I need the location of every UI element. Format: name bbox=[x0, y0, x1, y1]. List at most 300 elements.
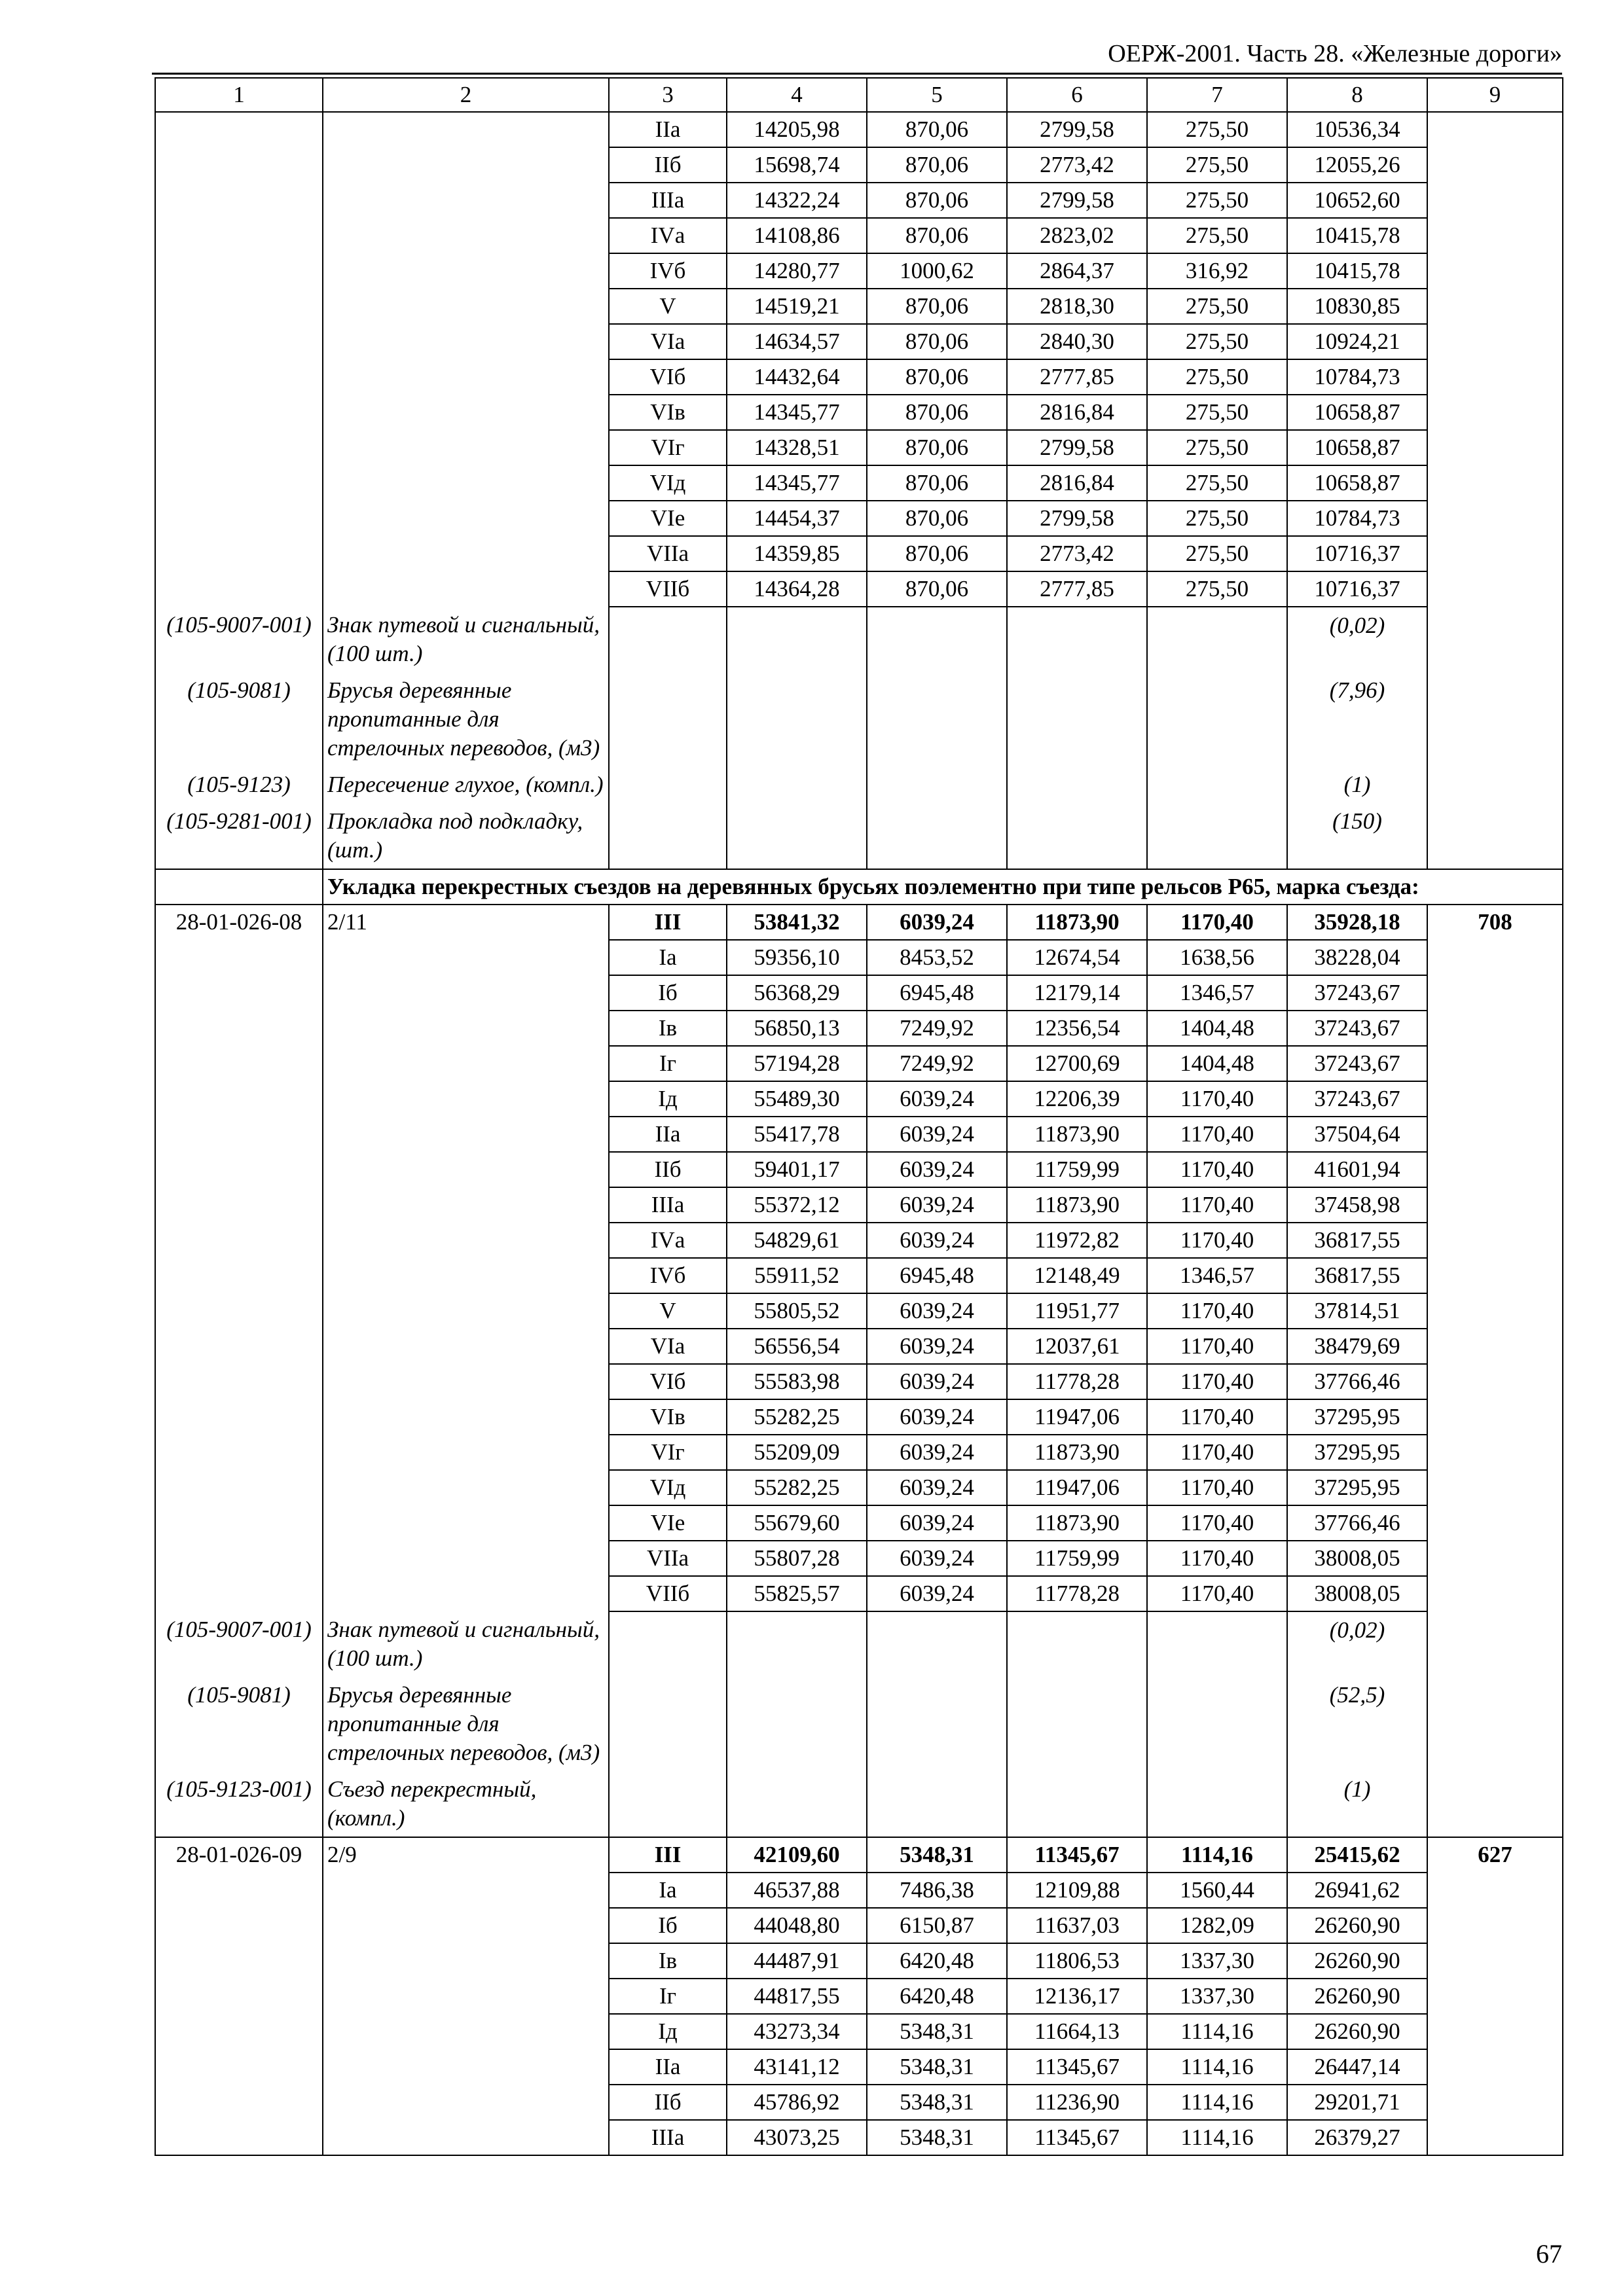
resource-name: Прокладка под подкладку, (шт.) bbox=[323, 803, 609, 869]
wages-cell: 6039,24 bbox=[867, 1399, 1007, 1435]
empty-cell bbox=[867, 672, 1007, 766]
machines-cell: 11345,67 bbox=[1007, 1837, 1147, 1873]
wages-cell: 5348,31 bbox=[867, 2085, 1007, 2120]
machines-cell: 11947,06 bbox=[1007, 1470, 1147, 1505]
machines-cell: 12136,17 bbox=[1007, 1979, 1147, 2014]
name-cell bbox=[323, 324, 609, 359]
variant-cell: IVа bbox=[609, 1223, 727, 1258]
empty-cell bbox=[1147, 766, 1287, 803]
empty-cell bbox=[1007, 1677, 1147, 1771]
materials-cell: 26260,90 bbox=[1287, 2014, 1427, 2049]
total-cost-cell: 14345,77 bbox=[727, 465, 867, 501]
labor-cell bbox=[1427, 359, 1563, 395]
labor-cell bbox=[1427, 1979, 1563, 2014]
table-row bbox=[155, 2014, 1563, 2049]
variant-cell: VIа bbox=[609, 324, 727, 359]
total-cost-cell: 14322,24 bbox=[727, 183, 867, 218]
variant-cell: Iб bbox=[609, 975, 727, 1011]
machines-cell: 2777,85 bbox=[1007, 571, 1147, 607]
materials-cell: 38228,04 bbox=[1287, 940, 1427, 975]
machines-cell: 2816,84 bbox=[1007, 395, 1147, 430]
labor-cell bbox=[1427, 1505, 1563, 1541]
name-cell bbox=[323, 2085, 609, 2120]
table-row bbox=[155, 183, 1563, 218]
machinist-wages-cell: 275,50 bbox=[1147, 112, 1287, 147]
machinist-wages-cell: 1170,40 bbox=[1147, 905, 1287, 940]
machines-cell: 2799,58 bbox=[1007, 112, 1147, 147]
materials-cell: 10415,78 bbox=[1287, 253, 1427, 289]
name-cell bbox=[323, 1873, 609, 1908]
table-row bbox=[155, 359, 1563, 395]
name-cell bbox=[323, 183, 609, 218]
wages-cell: 6420,48 bbox=[867, 1979, 1007, 2014]
wages-cell: 6039,24 bbox=[867, 905, 1007, 940]
column-number-row bbox=[155, 78, 1563, 112]
materials-cell: 10784,73 bbox=[1287, 501, 1427, 536]
machinist-wages-cell: 1114,16 bbox=[1147, 2014, 1287, 2049]
machinist-wages-cell: 1114,16 bbox=[1147, 2120, 1287, 2155]
machinist-wages-cell: 275,50 bbox=[1147, 430, 1287, 465]
variant-cell: Iб bbox=[609, 1908, 727, 1943]
empty-cell bbox=[609, 1677, 727, 1771]
name-cell bbox=[323, 1576, 609, 1611]
materials-cell: 37295,95 bbox=[1287, 1470, 1427, 1505]
total-cost-cell: 55209,09 bbox=[727, 1435, 867, 1470]
code-cell bbox=[155, 1187, 323, 1223]
resource-code: (105-9123-001) bbox=[155, 1771, 323, 1837]
wages-cell: 6039,24 bbox=[867, 1117, 1007, 1152]
labor-cell bbox=[1427, 183, 1563, 218]
wages-cell: 870,06 bbox=[867, 571, 1007, 607]
total-cost-cell: 15698,74 bbox=[727, 147, 867, 183]
total-cost-cell: 43073,25 bbox=[727, 2120, 867, 2155]
materials-cell: 37814,51 bbox=[1287, 1293, 1427, 1329]
machinist-wages-cell: 275,50 bbox=[1147, 571, 1287, 607]
machinist-wages-cell: 275,50 bbox=[1147, 395, 1287, 430]
code-cell bbox=[155, 465, 323, 501]
wages-cell: 870,06 bbox=[867, 430, 1007, 465]
machinist-wages-cell: 275,50 bbox=[1147, 359, 1287, 395]
labor-cell bbox=[1427, 465, 1563, 501]
machines-cell: 2773,42 bbox=[1007, 536, 1147, 571]
variant-cell: VIе bbox=[609, 501, 727, 536]
machinist-wages-cell: 1560,44 bbox=[1147, 1873, 1287, 1908]
machines-cell: 11806,53 bbox=[1007, 1943, 1147, 1979]
name-cell bbox=[323, 1223, 609, 1258]
section-row bbox=[155, 869, 1563, 905]
empty-cell bbox=[1427, 1677, 1563, 1771]
variant-cell: Iд bbox=[609, 1081, 727, 1117]
variant-cell: IVб bbox=[609, 253, 727, 289]
materials-cell: 10784,73 bbox=[1287, 359, 1427, 395]
machinist-wages-cell: 275,50 bbox=[1147, 324, 1287, 359]
table-row bbox=[155, 1046, 1563, 1081]
materials-cell: 10652,60 bbox=[1287, 183, 1427, 218]
table-row bbox=[155, 940, 1563, 975]
machines-cell: 11637,03 bbox=[1007, 1908, 1147, 1943]
wages-cell: 6039,24 bbox=[867, 1329, 1007, 1364]
materials-cell: 37458,98 bbox=[1287, 1187, 1427, 1223]
machinist-wages-cell: 1114,16 bbox=[1147, 1837, 1287, 1873]
wages-cell: 5348,31 bbox=[867, 2049, 1007, 2085]
wages-cell: 870,06 bbox=[867, 536, 1007, 571]
machinist-wages-cell: 1170,40 bbox=[1147, 1117, 1287, 1152]
machinist-wages-cell: 1337,30 bbox=[1147, 1979, 1287, 2014]
resource-note-row bbox=[155, 1771, 1563, 1837]
name-cell bbox=[323, 1293, 609, 1329]
labor-cell bbox=[1427, 1470, 1563, 1505]
total-cost-cell: 59356,10 bbox=[727, 940, 867, 975]
machinist-wages-cell: 275,50 bbox=[1147, 465, 1287, 501]
wages-cell: 6420,48 bbox=[867, 1943, 1007, 1979]
name-cell bbox=[323, 1329, 609, 1364]
name-cell bbox=[323, 147, 609, 183]
variant-cell: VIг bbox=[609, 430, 727, 465]
machines-cell: 11873,90 bbox=[1007, 905, 1147, 940]
table-row bbox=[155, 2049, 1563, 2085]
code-cell bbox=[155, 1541, 323, 1576]
variant-cell: IIа bbox=[609, 1117, 727, 1152]
total-cost-cell: 56850,13 bbox=[727, 1011, 867, 1046]
name-cell: 2/11 bbox=[323, 905, 609, 940]
variant-cell: IIб bbox=[609, 1152, 727, 1187]
table-row bbox=[155, 1873, 1563, 1908]
materials-cell: 26260,90 bbox=[1287, 1943, 1427, 1979]
resource-code: (105-9081) bbox=[155, 672, 323, 766]
labor-cell bbox=[1427, 1908, 1563, 1943]
variant-cell: Iа bbox=[609, 1873, 727, 1908]
empty-cell bbox=[1427, 607, 1563, 672]
empty-cell bbox=[867, 803, 1007, 869]
machinist-wages-cell: 1170,40 bbox=[1147, 1576, 1287, 1611]
resource-code: (105-9281-001) bbox=[155, 803, 323, 869]
name-cell bbox=[323, 1046, 609, 1081]
labor-cell: 627 bbox=[1427, 1837, 1563, 1873]
variant-cell: VIв bbox=[609, 1399, 727, 1435]
code-cell bbox=[155, 2014, 323, 2049]
machinist-wages-cell: 275,50 bbox=[1147, 218, 1287, 253]
machinist-wages-cell: 1170,40 bbox=[1147, 1364, 1287, 1399]
variant-cell: IIб bbox=[609, 2085, 727, 2120]
empty-cell bbox=[1147, 1771, 1287, 1837]
table-row bbox=[155, 1470, 1563, 1505]
resource-name: Знак путевой и сигнальный, (100 шт.) bbox=[323, 1611, 609, 1677]
labor-cell bbox=[1427, 975, 1563, 1011]
variant-cell: VIIб bbox=[609, 1576, 727, 1611]
empty-cell bbox=[1007, 803, 1147, 869]
resource-name: Съезд перекрестный, (компл.) bbox=[323, 1771, 609, 1837]
total-cost-cell: 14454,37 bbox=[727, 501, 867, 536]
machines-cell: 12356,54 bbox=[1007, 1011, 1147, 1046]
total-cost-cell: 14359,85 bbox=[727, 536, 867, 571]
name-cell bbox=[323, 1979, 609, 2014]
wages-cell: 6150,87 bbox=[867, 1908, 1007, 1943]
empty-cell bbox=[1427, 1771, 1563, 1837]
total-cost-cell: 44487,91 bbox=[727, 1943, 867, 1979]
wages-cell: 6039,24 bbox=[867, 1364, 1007, 1399]
name-cell bbox=[323, 1435, 609, 1470]
machinist-wages-cell: 275,50 bbox=[1147, 536, 1287, 571]
code-cell bbox=[155, 1470, 323, 1505]
machinist-wages-cell: 1114,16 bbox=[1147, 2085, 1287, 2120]
code-cell bbox=[155, 501, 323, 536]
variant-cell: Iг bbox=[609, 1046, 727, 1081]
column-number: 1 bbox=[155, 78, 323, 112]
table-row bbox=[155, 112, 1563, 147]
total-cost-cell: 14519,21 bbox=[727, 289, 867, 324]
column-number: 9 bbox=[1427, 78, 1563, 112]
machines-cell: 11759,99 bbox=[1007, 1541, 1147, 1576]
machines-cell: 12206,39 bbox=[1007, 1081, 1147, 1117]
labor-cell bbox=[1427, 147, 1563, 183]
code-cell bbox=[155, 1908, 323, 1943]
name-cell bbox=[323, 940, 609, 975]
labor-cell bbox=[1427, 1187, 1563, 1223]
table-row bbox=[155, 1943, 1563, 1979]
machinist-wages-cell: 275,50 bbox=[1147, 289, 1287, 324]
wages-cell: 6039,24 bbox=[867, 1505, 1007, 1541]
code-cell bbox=[155, 289, 323, 324]
machines-cell: 2840,30 bbox=[1007, 324, 1147, 359]
machines-cell: 2773,42 bbox=[1007, 147, 1147, 183]
wages-cell: 870,06 bbox=[867, 112, 1007, 147]
table-row bbox=[155, 289, 1563, 324]
wages-cell: 7486,38 bbox=[867, 1873, 1007, 1908]
table-row bbox=[155, 975, 1563, 1011]
code-cell bbox=[155, 1943, 323, 1979]
resource-note-row bbox=[155, 607, 1563, 672]
materials-cell: 37243,67 bbox=[1287, 1011, 1427, 1046]
name-cell bbox=[323, 1470, 609, 1505]
labor-cell bbox=[1427, 253, 1563, 289]
name-cell bbox=[323, 1011, 609, 1046]
table-row bbox=[155, 501, 1563, 536]
resource-name: Брусья деревянные пропитанные для стрелочных переводов, (м3) bbox=[323, 672, 609, 766]
total-cost-cell: 59401,17 bbox=[727, 1152, 867, 1187]
empty-cell bbox=[727, 1771, 867, 1837]
total-cost-cell: 56556,54 bbox=[727, 1329, 867, 1364]
column-number: 4 bbox=[727, 78, 867, 112]
resource-code: (105-9007-001) bbox=[155, 1611, 323, 1677]
empty-cell bbox=[1427, 803, 1563, 869]
table-row bbox=[155, 1293, 1563, 1329]
machinist-wages-cell: 275,50 bbox=[1147, 501, 1287, 536]
wages-cell: 6039,24 bbox=[867, 1187, 1007, 1223]
total-cost-cell: 55417,78 bbox=[727, 1117, 867, 1152]
machines-cell: 11873,90 bbox=[1007, 1117, 1147, 1152]
page-number: 67 bbox=[1536, 2239, 1562, 2269]
code-cell bbox=[155, 147, 323, 183]
name-cell bbox=[323, 395, 609, 430]
code-cell bbox=[155, 112, 323, 147]
variant-cell: VIв bbox=[609, 395, 727, 430]
labor-cell bbox=[1427, 501, 1563, 536]
labor-cell bbox=[1427, 1435, 1563, 1470]
empty-cell bbox=[609, 672, 727, 766]
name-cell bbox=[323, 430, 609, 465]
machines-cell: 2823,02 bbox=[1007, 218, 1147, 253]
variant-cell: V bbox=[609, 1293, 727, 1329]
variant-cell: V bbox=[609, 289, 727, 324]
total-cost-cell: 55825,57 bbox=[727, 1576, 867, 1611]
empty-cell bbox=[1007, 1611, 1147, 1677]
labor-cell bbox=[1427, 1117, 1563, 1152]
code-cell: 28-01-026-09 bbox=[155, 1837, 323, 1873]
name-cell bbox=[323, 465, 609, 501]
name-cell bbox=[323, 112, 609, 147]
wages-cell: 870,06 bbox=[867, 501, 1007, 536]
table-row bbox=[155, 147, 1563, 183]
name-cell bbox=[323, 1908, 609, 1943]
total-cost-cell: 14634,57 bbox=[727, 324, 867, 359]
total-cost-cell: 14345,77 bbox=[727, 395, 867, 430]
machines-cell: 11873,90 bbox=[1007, 1435, 1147, 1470]
materials-cell: 26941,62 bbox=[1287, 1873, 1427, 1908]
labor-cell bbox=[1427, 1258, 1563, 1293]
empty-cell bbox=[1147, 607, 1287, 672]
machines-cell: 2799,58 bbox=[1007, 430, 1147, 465]
materials-cell: 38008,05 bbox=[1287, 1541, 1427, 1576]
resource-code: (105-9007-001) bbox=[155, 607, 323, 672]
wages-cell: 5348,31 bbox=[867, 2120, 1007, 2155]
machines-cell: 12700,69 bbox=[1007, 1046, 1147, 1081]
labor-cell bbox=[1427, 1329, 1563, 1364]
code-cell bbox=[155, 1117, 323, 1152]
name-cell bbox=[323, 218, 609, 253]
variant-cell: IVб bbox=[609, 1258, 727, 1293]
empty-cell bbox=[727, 1611, 867, 1677]
empty-cell bbox=[1007, 672, 1147, 766]
code-cell bbox=[155, 571, 323, 607]
empty-cell bbox=[867, 1677, 1007, 1771]
table-row bbox=[155, 571, 1563, 607]
wages-cell: 6039,24 bbox=[867, 1152, 1007, 1187]
machines-cell: 11778,28 bbox=[1007, 1364, 1147, 1399]
labor-cell bbox=[1427, 1046, 1563, 1081]
materials-cell: 26447,14 bbox=[1287, 2049, 1427, 2085]
table-row bbox=[155, 324, 1563, 359]
code-cell bbox=[155, 430, 323, 465]
code-cell bbox=[155, 1435, 323, 1470]
materials-cell: 25415,62 bbox=[1287, 1837, 1427, 1873]
wages-cell: 6039,24 bbox=[867, 1081, 1007, 1117]
machines-cell: 11873,90 bbox=[1007, 1187, 1147, 1223]
materials-cell: 10716,37 bbox=[1287, 571, 1427, 607]
materials-cell: 35928,18 bbox=[1287, 905, 1427, 940]
empty-cell bbox=[609, 607, 727, 672]
materials-cell: 26260,90 bbox=[1287, 1979, 1427, 2014]
variant-cell: VIд bbox=[609, 1470, 727, 1505]
materials-cell: 10658,87 bbox=[1287, 395, 1427, 430]
total-cost-cell: 44048,80 bbox=[727, 1908, 867, 1943]
empty-cell bbox=[727, 607, 867, 672]
empty-cell bbox=[609, 766, 727, 803]
machinist-wages-cell: 1170,40 bbox=[1147, 1081, 1287, 1117]
labor-cell bbox=[1427, 1576, 1563, 1611]
wages-cell: 6945,48 bbox=[867, 1258, 1007, 1293]
empty-cell bbox=[609, 1771, 727, 1837]
materials-cell: 29201,71 bbox=[1287, 2085, 1427, 2120]
materials-cell: 10536,34 bbox=[1287, 112, 1427, 147]
table-row bbox=[155, 1505, 1563, 1541]
name-cell bbox=[323, 2014, 609, 2049]
labor-cell bbox=[1427, 940, 1563, 975]
variant-cell: Iв bbox=[609, 1943, 727, 1979]
total-cost-cell: 54829,61 bbox=[727, 1223, 867, 1258]
table-row bbox=[155, 1117, 1563, 1152]
rates-table bbox=[155, 77, 1563, 2156]
machines-cell: 12179,14 bbox=[1007, 975, 1147, 1011]
variant-cell: Iв bbox=[609, 1011, 727, 1046]
total-cost-cell: 42109,60 bbox=[727, 1837, 867, 1873]
wages-cell: 6039,24 bbox=[867, 1541, 1007, 1576]
resource-note-row bbox=[155, 803, 1563, 869]
code-cell bbox=[155, 940, 323, 975]
empty-cell bbox=[1427, 766, 1563, 803]
total-cost-cell: 53841,32 bbox=[727, 905, 867, 940]
machinist-wages-cell: 1170,40 bbox=[1147, 1505, 1287, 1541]
variant-cell: IIб bbox=[609, 147, 727, 183]
materials-cell: 37243,67 bbox=[1287, 1081, 1427, 1117]
section-spacer bbox=[155, 869, 323, 905]
machinist-wages-cell: 1337,30 bbox=[1147, 1943, 1287, 1979]
column-number: 7 bbox=[1147, 78, 1287, 112]
materials-cell: 10658,87 bbox=[1287, 430, 1427, 465]
labor-cell bbox=[1427, 2014, 1563, 2049]
total-cost-cell: 55372,12 bbox=[727, 1187, 867, 1223]
labor-cell bbox=[1427, 2120, 1563, 2155]
resource-name: Брусья деревянные пропитанные для стрелочных переводов, (м3) bbox=[323, 1677, 609, 1771]
name-cell bbox=[323, 536, 609, 571]
variant-cell: VIг bbox=[609, 1435, 727, 1470]
empty-cell bbox=[727, 1677, 867, 1771]
machinist-wages-cell: 1170,40 bbox=[1147, 1293, 1287, 1329]
machines-cell: 11759,99 bbox=[1007, 1152, 1147, 1187]
machinist-wages-cell: 1114,16 bbox=[1147, 2049, 1287, 2085]
variant-cell: IIIа bbox=[609, 2120, 727, 2155]
table-row-main bbox=[155, 905, 1563, 940]
resource-quantity: (52,5) bbox=[1287, 1677, 1427, 1771]
variant-cell: VIа bbox=[609, 1329, 727, 1364]
labor-cell bbox=[1427, 1011, 1563, 1046]
machinist-wages-cell: 1170,40 bbox=[1147, 1470, 1287, 1505]
machines-cell: 2818,30 bbox=[1007, 289, 1147, 324]
variant-cell: VIIб bbox=[609, 571, 727, 607]
variant-cell: III bbox=[609, 905, 727, 940]
page-header: ОЕРЖ-2001. Часть 28. «Железные дороги» bbox=[1108, 40, 1562, 67]
table-row bbox=[155, 253, 1563, 289]
table-row bbox=[155, 1576, 1563, 1611]
code-cell bbox=[155, 1081, 323, 1117]
labor-cell bbox=[1427, 1399, 1563, 1435]
materials-cell: 10716,37 bbox=[1287, 536, 1427, 571]
table-row bbox=[155, 1258, 1563, 1293]
variant-cell: VIе bbox=[609, 1505, 727, 1541]
table-row bbox=[155, 1979, 1563, 2014]
machines-cell: 2799,58 bbox=[1007, 183, 1147, 218]
labor-cell bbox=[1427, 1152, 1563, 1187]
materials-cell: 38479,69 bbox=[1287, 1329, 1427, 1364]
name-cell bbox=[323, 1081, 609, 1117]
code-cell bbox=[155, 975, 323, 1011]
resource-quantity: (150) bbox=[1287, 803, 1427, 869]
labor-cell bbox=[1427, 218, 1563, 253]
variant-cell: III bbox=[609, 1837, 727, 1873]
resource-note-row bbox=[155, 1677, 1563, 1771]
labor-cell bbox=[1427, 112, 1563, 147]
machinist-wages-cell: 1282,09 bbox=[1147, 1908, 1287, 1943]
machines-cell: 11873,90 bbox=[1007, 1505, 1147, 1541]
